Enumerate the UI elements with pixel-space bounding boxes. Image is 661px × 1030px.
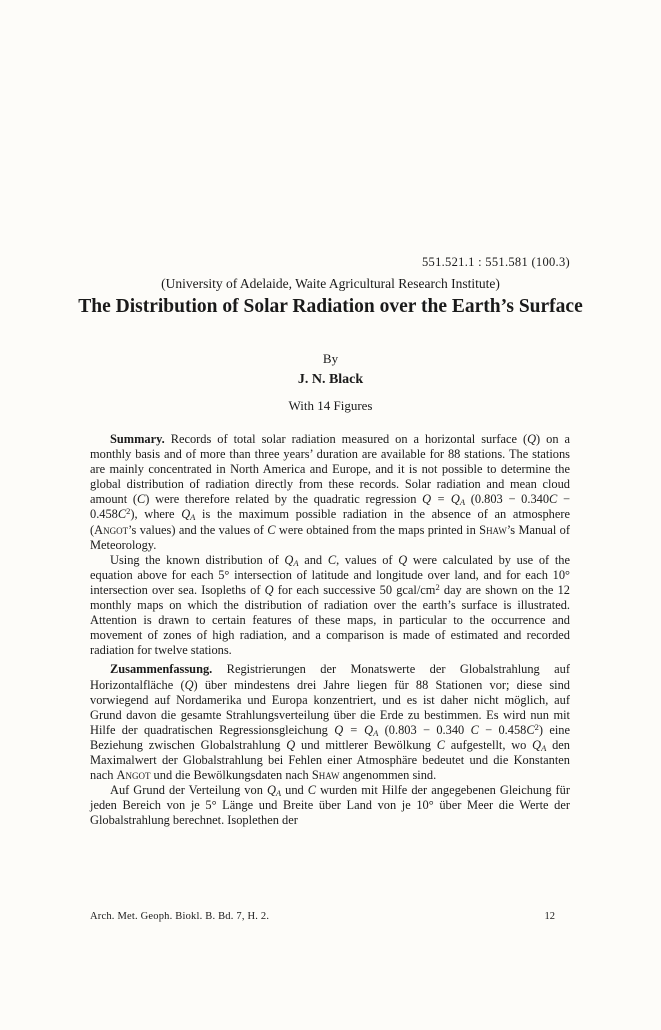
journal-citation: Arch. Met. Geoph. Biokl. B. Bd. 7, H. 2.	[90, 911, 270, 922]
author-name: J. N. Black	[297, 372, 364, 387]
summary-heading: Summary.	[110, 432, 165, 446]
byline-by: By	[322, 351, 339, 366]
udc-classification: 551.521.1 : 551.581 (100.3)	[421, 255, 570, 269]
figures-note: With 14 Figures	[288, 398, 373, 413]
summary-paragraph: Summary. Records of total solar radiation measured on a horizontal surface (Q) on a monthly basis and of more than three years’ duration are available for 88 stations. The stations are mainly concentrated in North America and Europe, and it is not possible to determine the global distribution of radiation directly from these records. Solar radiation and mean cloud amount (C) were therefore related by the quadratic regression $Q = Q_A$ $(0.803 - 0.340C - 0.458C^2)$, where $Q_A$ is the maximum possible radiation in the absence of an atmosphere (Angot’s values) and the values of C were obtained from the maps printed in Shaw’s Manual of Meteorology.	[90, 432, 571, 552]
summary-paragraph-2: Using the known distribution of $Q_A$ and C, values of Q were calculated by use of the equation above for each 5° intersection of latitude and longitude over land, and for each 10° intersection over sea. Isopleths of Q for each successive 50 gcal/$cm^2$ day are shown on the 12 monthly maps on which the distribution of radiation over the earth’s surface is illustrated. Attention is drawn to certain features of these maps, in particular to the occurrence and movement of zones of high radiation, and a comparison is made of estimated and recorded radiation for twelve stations.	[90, 552, 571, 658]
article-body	[90, 432, 570, 828]
author-affiliation: (University of Adelaide, Waite Agricultural Research Institute)	[161, 276, 500, 291]
zusammenfassung-paragraph-2: Auf Grund der Verteilung von $Q_A$ und C wurden mit Hilfe der angegebenen Gleichung für jeden Bereich von je 5° Länge und Breite über Land von je 10° über Meer die Werte der Globalstrahlung berechnet. Isoplethen der	[90, 783, 571, 828]
page-number: 12	[544, 911, 555, 922]
article-title: The Distribution of Solar Radiation over the Earth’s Surface	[78, 296, 583, 317]
zusammenfassung-paragraph: Zusammenfassung. Registrierungen der Monatswerte der Globalstrahlung auf Horizontalfläche (Q) über mindestens drei Jahre liegen für 88 Stationen vor; diese sind vorwiegend auf Nordamerika und Europa konzentriert, und es ist daher nicht möglich, auf Grund davon die gesamte Strahlungsverteilung über die Erde zu bestimmen. Es wird nun mit Hilfe der quadratischen Regressionsgleichung $Q = Q_A$ (0.803 − 0.340 $C - 0.458C^2$) eine Beziehung zwischen Globalstrahlung Q und mittlerer Bewölkung C aufgestellt, wo $Q_A$ den Maximalwert der Globalstrahlung bei Fehlen einer Atmosphäre bedeutet und die Konstanten nach Angot und die Bewölkungsdaten nach Shaw angenommen sind.	[90, 662, 570, 783]
zusammenfassung-heading: Zusammenfassung.	[110, 662, 213, 677]
